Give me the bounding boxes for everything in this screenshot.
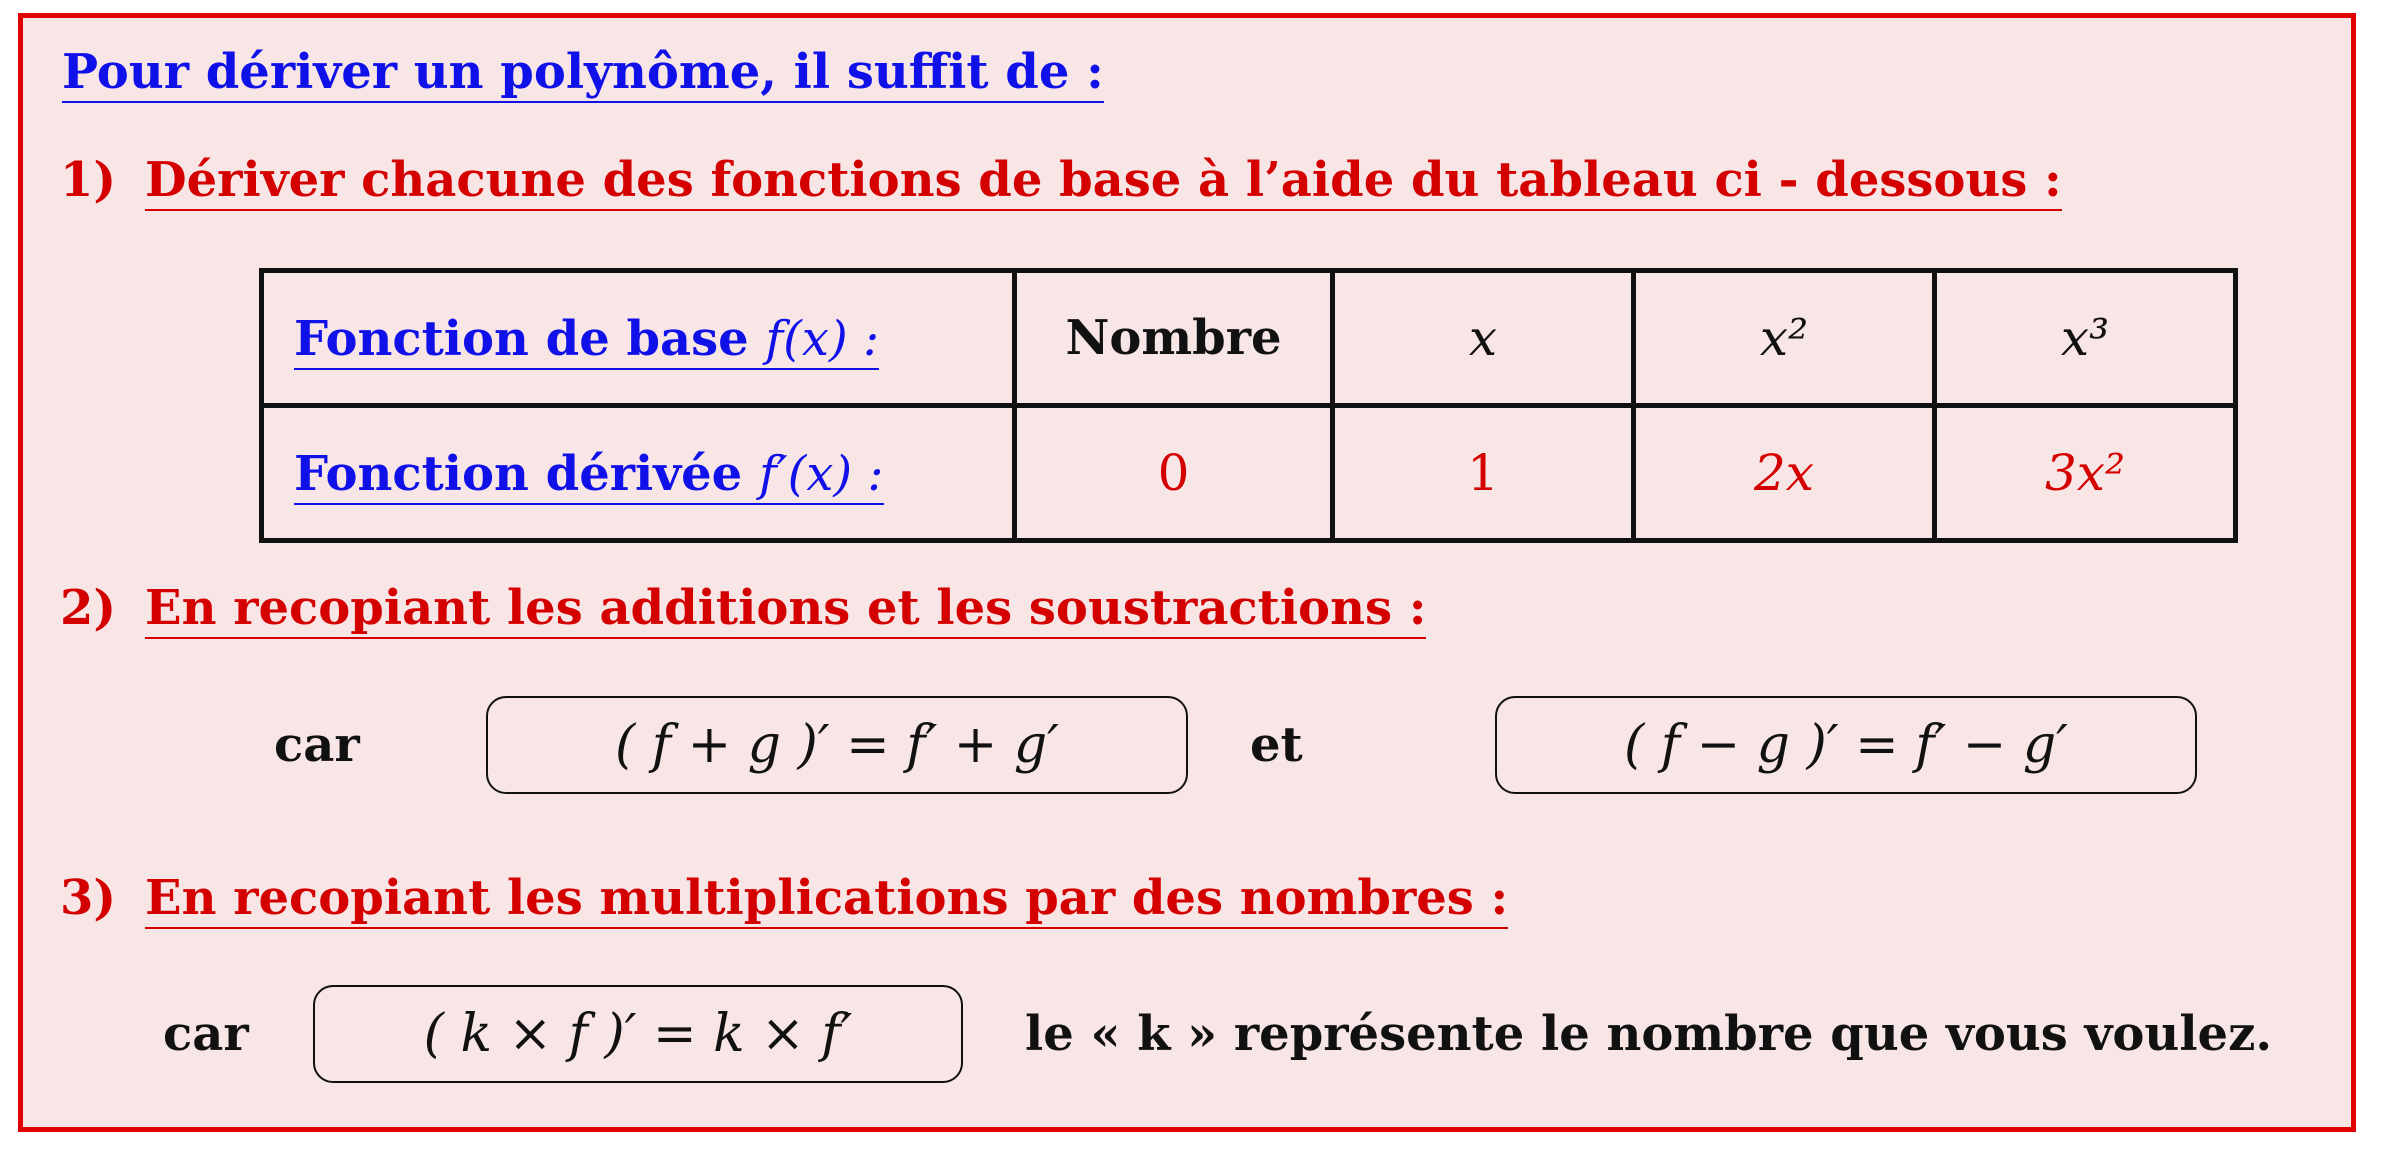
cell-base-number: Nombre [1015,271,1333,406]
multiplication-rule-formula: ( k × f )′ = k × f′ [423,1004,853,1064]
et-label: et [1250,717,1303,773]
car-label-sum: car [274,717,360,773]
cell-base-x3: x³ [1935,271,2236,406]
step-2-heading: En recopiant les additions et les soustractions : [145,580,1426,636]
table-row-derivative [262,406,2236,541]
k-note: le « k » représente le nombre que vous voulez. [1025,1006,2273,1062]
cell-deriv-x2: 2x [1634,406,1935,541]
cell-deriv-x: 1 [1333,406,1634,541]
row-header-derivative [262,406,1015,541]
sum-rule-formula: ( f + g )′ = f′ + g′ [614,715,1059,775]
cell-base-x2: x² [1634,271,1935,406]
derivative-func: f′(x) : [758,446,884,502]
step-2-number: 2) [60,580,117,636]
cell-deriv-x3: 3x² [1935,406,2236,541]
cell-base-x: x [1333,271,1634,406]
page-title: Pour dériver un polynôme, il suffit de : [62,44,1104,100]
difference-rule-box [1495,696,2197,794]
sum-rule-box [486,696,1188,794]
row-header-base [262,271,1015,406]
derivative-label: Fonction dérivée [294,446,743,502]
base-label: Fonction de base [294,311,749,367]
step-1-number: 1) [60,152,117,208]
base-func: f(x) : [765,311,880,367]
car-label-mult: car [163,1006,249,1062]
cell-deriv-number: 0 [1015,406,1333,541]
table-row-base [262,271,2236,406]
derivative-table [259,268,2238,543]
step-3-heading: En recopiant les multiplications par des nombres : [145,870,1508,926]
difference-rule-formula: ( f − g )′ = f′ − g′ [1623,715,2068,775]
multiplication-rule-box [313,985,963,1083]
step-1-heading: Dériver chacune des fonctions de base à l’aide du tableau ci - dessous : [145,152,2062,208]
step-3-number: 3) [60,870,117,926]
